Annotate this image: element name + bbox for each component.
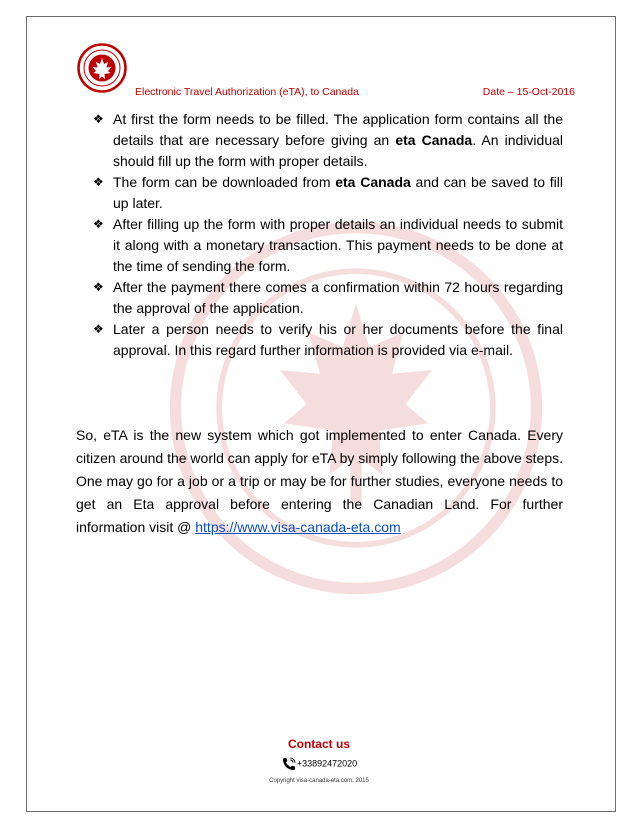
header-date: Date – 15-Oct-2016 — [482, 86, 575, 98]
diamond-bullet-icon: ❖ — [93, 280, 104, 294]
list-item: ❖ Later a person needs to verify his or her documents before the final approval. In this regard further information is provided via e-mail. — [93, 321, 563, 358]
document-header — [135, 86, 575, 102]
list-item: ❖ After filling up the form with proper details an individual needs to submit it along with a monetary transaction. This payment needs to be done at the time of sending the form. — [93, 216, 563, 274]
paragraph-text: So, eTA is the new system which got implemented to enter Canada. Every citizen around the world can apply for eTA by simply following the above steps. One may go for a job or a trip or may be for further studies, everyone needs to get an Eta approval before entering the Canadian Land. For further information visit @ — [76, 427, 563, 535]
contact-title: Contact us — [287, 737, 350, 751]
list-item: ❖ The form can be downloaded from eta Canada and can be saved to fill up later. — [93, 174, 563, 211]
list-item: ❖ At first the form needs to be filled. The application form contains all the details that are necessary before giving an eta Canada. An individual should fill up the form with proper details. — [93, 111, 564, 169]
copyright-text: Copyright visa-canada-eta.com, 2015 — [269, 778, 369, 784]
phone-row — [0, 756, 638, 772]
list-item: ❖ After the payment there comes a confirmation within 72 hours regarding the approval of the application. — [93, 279, 563, 316]
summary-paragraph — [76, 424, 563, 539]
diamond-bullet-icon: ❖ — [93, 175, 104, 189]
diamond-bullet-icon: ❖ — [93, 112, 104, 126]
phone-icon — [281, 756, 297, 772]
header-title: Electronic Travel Authorization (eTA), to Canada — [135, 86, 359, 98]
website-link[interactable]: https://www.visa-canada-eta.com — [195, 519, 401, 535]
logo-seal — [77, 43, 127, 93]
diamond-bullet-icon: ❖ — [93, 322, 104, 336]
diamond-bullet-icon: ❖ — [93, 217, 104, 231]
steps-list — [93, 109, 563, 361]
phone-number: +33892472020 — [296, 758, 358, 769]
